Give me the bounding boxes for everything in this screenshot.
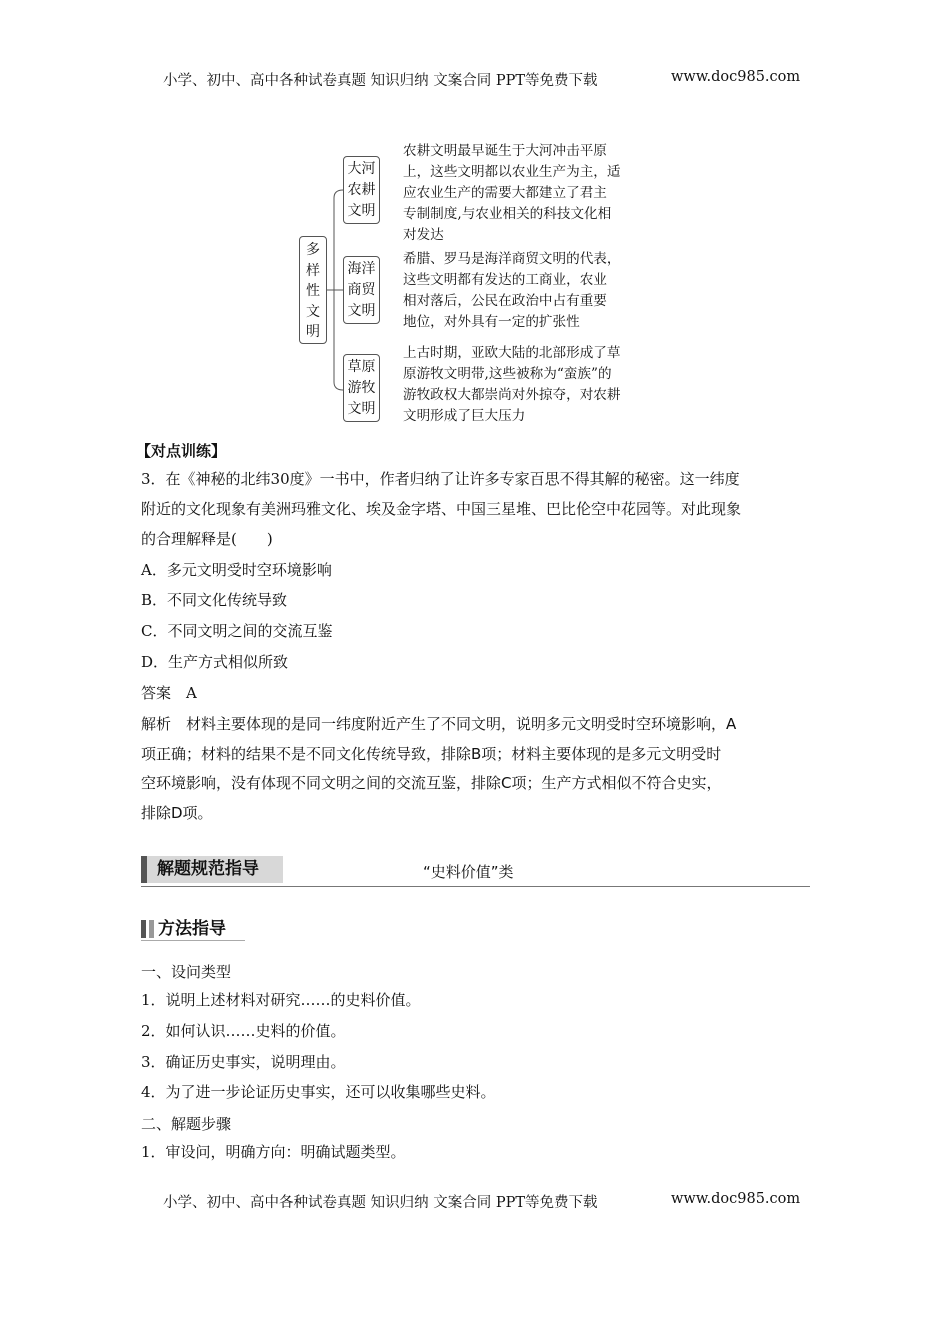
branch-label-line: 文明: [347, 303, 376, 319]
root-char: 样: [306, 262, 320, 279]
branch-label-line: 文明: [347, 203, 376, 219]
root-char: 文: [306, 303, 320, 320]
desc-line: 对发达: [403, 227, 444, 243]
question-line: 的合理解释是( ): [141, 530, 273, 548]
desc-line: 应农业生产的需要大都建立了君主: [403, 185, 607, 201]
branch-label-line: 草原: [347, 359, 376, 375]
branch-label-line: 商贸: [347, 282, 376, 298]
analysis-line: 排除D项。: [141, 804, 213, 822]
method-heading-2: 二、解题步骤: [141, 1115, 232, 1133]
practice-heading: 【对点训练】: [136, 442, 227, 460]
method-underline: [141, 940, 245, 941]
branch-label-line: 农耕: [347, 182, 376, 198]
question-line: 3．在《神秘的北纬30度》一书中，作者归纳了让许多专家百思不得其解的秘密。这一纬度: [141, 470, 740, 488]
root-char: 多: [306, 242, 320, 258]
analysis-line: 空环境影响，没有体现不同文明之间的交流互鉴，排除C项；生产方式相似不符合史实，: [141, 774, 722, 792]
desc-line: 游牧政权大都崇尚对外掠夺，对农耕: [403, 387, 621, 403]
desc-line: 上古时期，亚欧大陆的北部形成了草: [403, 345, 621, 361]
branch-label-line: 游牧: [347, 380, 376, 396]
method-item: 1．说明上述材料对研究……的史料价值。: [141, 991, 421, 1009]
band-bar-icon: [149, 920, 154, 938]
diagram-root-box: [299, 236, 327, 344]
footer-url: www.doc985.com: [671, 1191, 801, 1207]
branch-desc-maritime: [403, 249, 653, 333]
root-char: 明: [306, 324, 320, 340]
desc-line: 上，这些文明都以农业生产为主，适: [403, 164, 621, 180]
header-left-text: 小学、初中、高中各种试卷真题 知识归纳 文案合同 PPT等免费下载: [163, 73, 598, 89]
analysis-line: 项正确；材料的结果不是不同文化传统导致，排除B项；材料主要体现的是多元文明受时: [141, 745, 722, 763]
desc-line: 地位，对外具有一定的扩张性: [403, 314, 580, 330]
section-title: “史料价值”类: [423, 863, 514, 881]
desc-line: 原游牧文明带,这些被称为“蛮族”的: [403, 366, 612, 382]
method-label: 方法指导: [158, 919, 226, 939]
branch-box-nomadic: [343, 354, 380, 422]
method-item: 3．确证历史事实，说明理由。: [141, 1053, 346, 1071]
option-a: A．多元文明受时空环境影响: [141, 561, 332, 579]
branch-box-agriculture: [343, 156, 380, 224]
desc-line: 相对落后，公民在政治中占有重要: [403, 293, 607, 309]
section-divider: [141, 886, 810, 887]
method-heading-1: 一、设问类型: [141, 963, 232, 981]
method-band: [141, 918, 245, 940]
desc-line: 文明形成了巨大压力: [403, 408, 526, 424]
method-item: 4．为了进一步论证历史事实，还可以收集哪些史料。: [141, 1083, 496, 1101]
branch-desc-nomadic: [403, 343, 653, 427]
method-item: 2．如何认识……史料的价值。: [141, 1022, 346, 1040]
header-url: www.doc985.com: [671, 69, 801, 85]
branch-label-line: 文明: [347, 401, 376, 417]
answer-line: 答案 A: [141, 684, 197, 702]
desc-line: 希腊、罗马是海洋商贸文明的代表，: [403, 251, 621, 267]
method-item: 1．审设问，明确方向：明确试题类型。: [141, 1143, 406, 1161]
desc-line: 农耕文明最早诞生于大河冲击平原: [403, 143, 607, 159]
branch-label-line: 海洋: [347, 261, 376, 277]
branch-label-line: 大河: [347, 161, 376, 177]
desc-line: 专制制度,与农业相关的科技文化相: [403, 206, 612, 222]
root-char: 性: [306, 283, 320, 299]
analysis-line: 解析 材料主要体现的是同一纬度附近产生了不同文明，说明多元文明受时空环境影响，A: [141, 715, 737, 733]
question-line: 附近的文化现象有美洲玛雅文化、埃及金字塔、中国三星堆、巴比伦空中花园等。对此现象: [141, 500, 742, 518]
option-b: B．不同文化传统导致: [141, 591, 288, 609]
branch-desc-agriculture: [403, 141, 653, 246]
option-c: C．不同文明之间的交流互鉴: [141, 622, 333, 640]
desc-line: 这些文明都有发达的工商业，农业: [403, 272, 607, 288]
branch-box-maritime: [343, 256, 380, 324]
section-band: 解题规范指导: [141, 856, 283, 883]
band-bar-icon: [141, 920, 146, 938]
option-d: D．生产方式相似所致: [141, 653, 289, 671]
footer-left-text: 小学、初中、高中各种试卷真题 知识归纳 文案合同 PPT等免费下载: [163, 1195, 598, 1211]
